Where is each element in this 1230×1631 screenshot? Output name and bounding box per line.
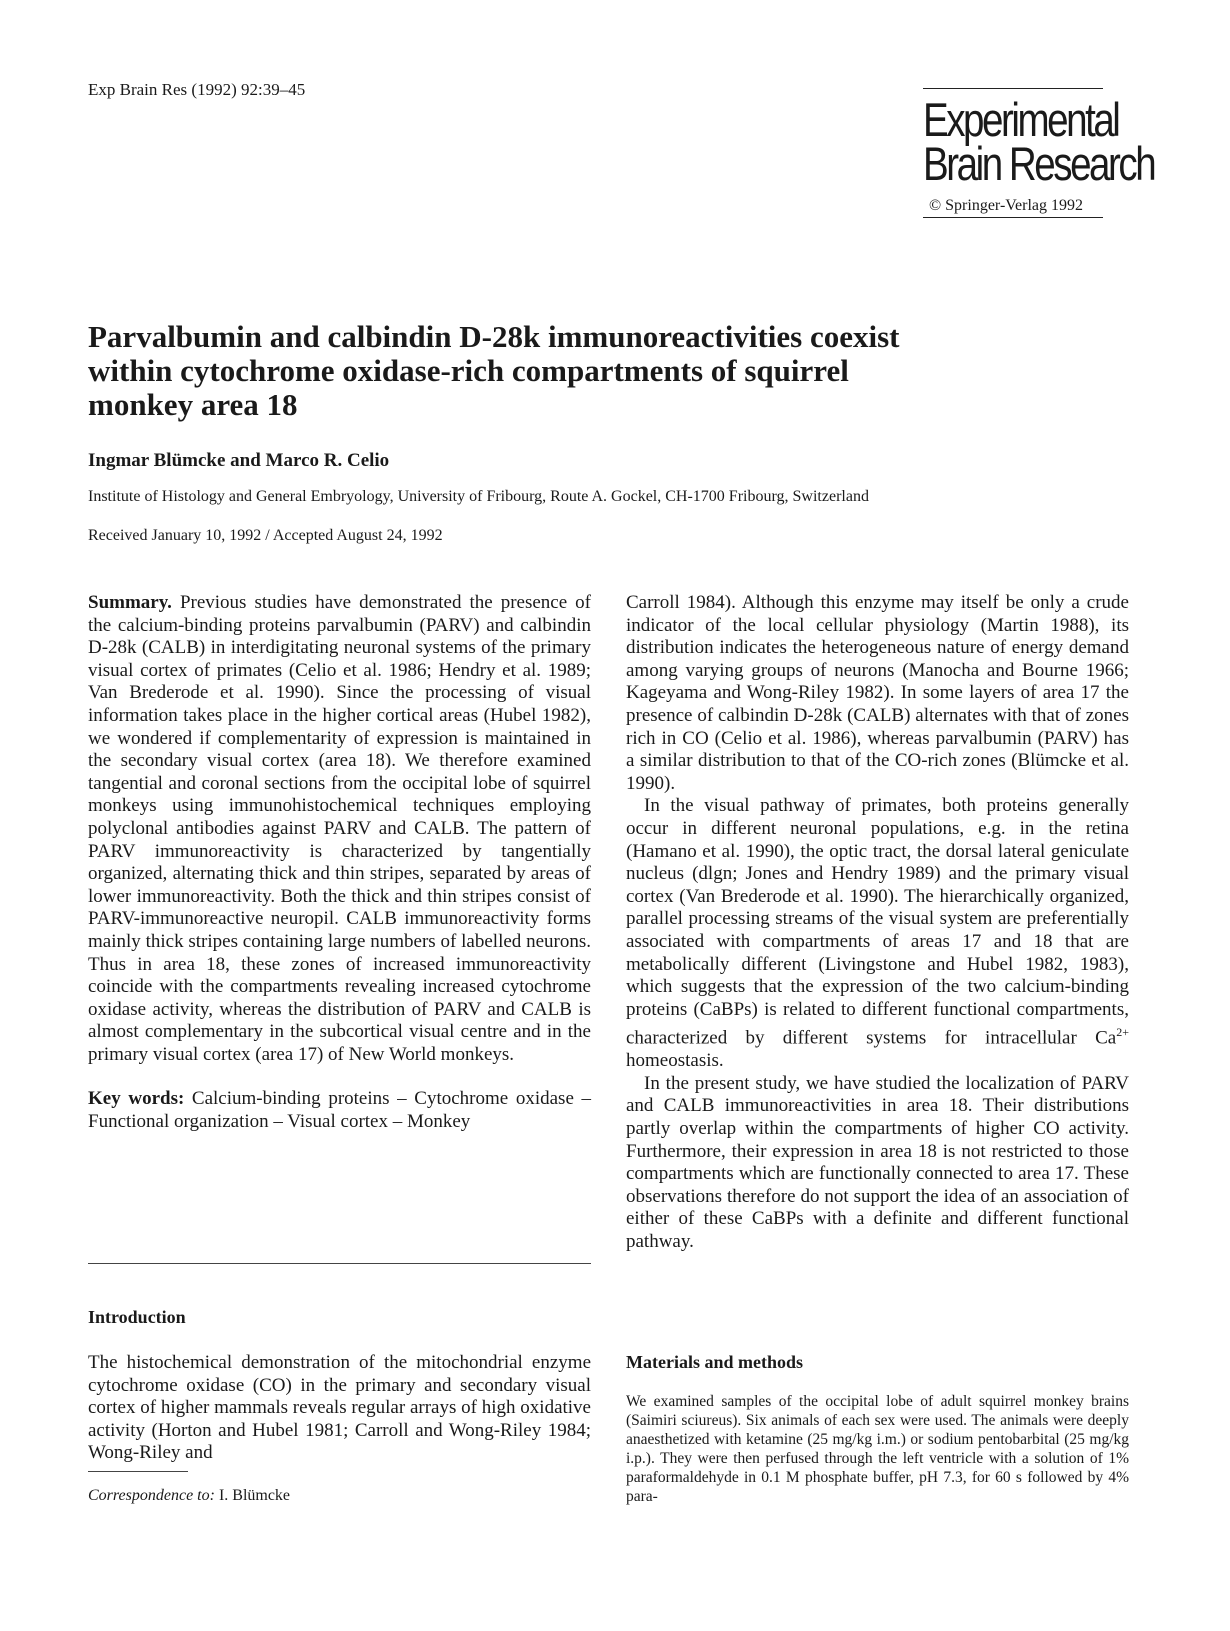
calcium-superscript: 2+ bbox=[1116, 1025, 1129, 1040]
article-authors: Ingmar Blümcke and Marco R. Celio bbox=[88, 450, 390, 471]
summary-paragraph bbox=[88, 592, 591, 1066]
methods-text bbox=[626, 1392, 1129, 1506]
methods-paragraph-1: We examined samples of the occipital lobe of adult squirrel monkey brains (Saimiri sciureus). Six animals of each sex were used. The animals were deeply anaesthetized with ketamine (25 mg/kg i.m.) or sodium pentobarbital (25 mg/kg i.p.). They were then perfused through the left ventricle with a solution of 1% paraformaldehyde in 0.1 M phosphate buffer, pH 7.3, for 60 s followed by 4% para- bbox=[626, 1393, 1129, 1505]
correspondence-footnote bbox=[88, 1487, 290, 1505]
keywords-label: Key words: bbox=[88, 1088, 185, 1110]
section-separator bbox=[88, 1263, 591, 1264]
right-column bbox=[626, 592, 1129, 1254]
journal-logo-line1: Experimental bbox=[923, 93, 1119, 146]
author-affiliation: Institute of Histology and General Embryology, University of Fribourg, Route A. Gockel, CH-1700 Fribourg, Switzerland bbox=[88, 488, 869, 505]
journal-logo bbox=[923, 93, 1205, 190]
intro-paragraph-2-tail: homeostasis. bbox=[626, 1050, 724, 1072]
summary-label: Summary. bbox=[88, 592, 172, 613]
summary-text: Previous studies have demonstrated the presence of the calcium-binding proteins parvalbumin (PARV) and calbindin D-28k (CALB) in interdigitating neuronal systems of the primary visual cortex of primates (Celio et al. 1986; Hendry et al. 1989; Van Brederode et al. 1990). Since the processing of visual information takes place in the higher cortical areas (Hubel 1982), we wondered if complementarity of expression is maintained in the secondary visual cortex (area 18). We therefore examined tangential and coronal sections from the occipital lobe of squirrel monkeys using immunohistochemical techniques employing polyclonal antibodies against PARV and CALB. The pattern of PARV immunoreactivity is characterized by tangentially organized, alternating thick and thin stripes, separated by areas of lower immunoreactivity. Both the thick and thin stripes consist of PARV-immunoreactive neuropil. CALB immunoreactivity forms mainly thick stripes containing large numbers of labelled neurons. Thus in area 18, these zones of increased immunoreactivity coincide with the compartments revealing increased cytochrome oxidase activity, whereas the distribution of PARV and CALB is almost complementary in the subcortical visual centre and in the primary visual cortex (area 17) of New World monkeys. bbox=[88, 592, 591, 1065]
copyright: © Springer-Verlag 1992 bbox=[929, 197, 1084, 214]
left-column bbox=[88, 592, 591, 1134]
footnote-name: I. Blümcke bbox=[214, 1487, 291, 1504]
received-dates: Received January 10, 1992 / Accepted August 24, 1992 bbox=[88, 527, 443, 544]
introduction-paragraph-1: The histochemical demonstration of the mitochondrial enzyme cytochrome oxidase (CO) in the primary and secondary visual cortex of higher mammals reveals regular arrays of high oxidative activity (Horton and Hubel 1981; Carroll and Wong-Riley 1984; Wong-Riley and bbox=[88, 1352, 591, 1464]
footnote-rule bbox=[88, 1471, 188, 1472]
intro-paragraph-2 bbox=[626, 795, 1129, 1072]
journal-reference: Exp Brain Res (1992) 92:39–45 bbox=[88, 80, 306, 99]
introduction-heading: Introduction bbox=[88, 1307, 186, 1327]
article-title: Parvalbumin and calbindin D-28k immunoreactivities coexist within cytochrome oxidase-rich compartments of squirrel monkey area 18 bbox=[88, 319, 900, 422]
header-rule-top bbox=[923, 88, 1103, 89]
keywords-paragraph bbox=[88, 1088, 591, 1133]
intro-paragraph-3: In the present study, we have studied the localization of PARV and CALB immunoreactivities in area 18. Their distributions partly overlap within the compartments of higher CO activity. Furthermore, their expression in area 18 is not restricted to those compartments which are functionally connected to area 17. These observations therefore do not support the idea of an association of either of these CaBPs with a definite and different functional pathway. bbox=[626, 1072, 1129, 1252]
intro-paragraph-2-text: In the visual pathway of primates, both proteins generally occur in different neuronal populations, e.g. in the retina (Hamano et al. 1990), the optic tract, the dorsal lateral geniculate nucleus (dlgn; Jones and Hendry 1989) and the primary visual cortex (Van Brederode et al. 1990). The hierarchically organized, parallel processing streams of the visual system are preferentially associated with compartments of areas 17 and 18 that are metabolically different (Livingstone and Hubel 1982, 1983), which suggests that the expression of the two calcium-binding proteins (CaBPs) is related to different functional compartments, characterized by different systems for intracellular Ca bbox=[626, 795, 1129, 1049]
methods-heading: Materials and methods bbox=[626, 1352, 803, 1372]
journal-logo-line2: Brain Research bbox=[923, 137, 1155, 190]
header-rule-bottom bbox=[923, 217, 1103, 218]
footnote-label: Correspondence to: bbox=[88, 1487, 215, 1504]
keywords-text: Calcium-binding proteins – Cytochrome oxidase – Functional organization – Visual cortex – Monkey bbox=[88, 1088, 592, 1133]
introduction-text bbox=[88, 1352, 591, 1465]
intro-continued-paragraph: Carroll 1984). Although this enzyme may itself be only a crude indicator of the local cellular physiology (Martin 1988), its distribution indicates the heterogeneous nature of energy demand among varying groups of neurons (Manocha and Bourne 1966; Kageyama and Wong-Riley 1982). In some layers of area 17 the presence of calbindin D-28k (CALB) alternates with that of zones rich in CO (Celio et al. 1986), whereas parvalbumin (PARV) has a similar distribution to that of the CO-rich zones (Blümcke et al. 1990). bbox=[626, 592, 1129, 794]
